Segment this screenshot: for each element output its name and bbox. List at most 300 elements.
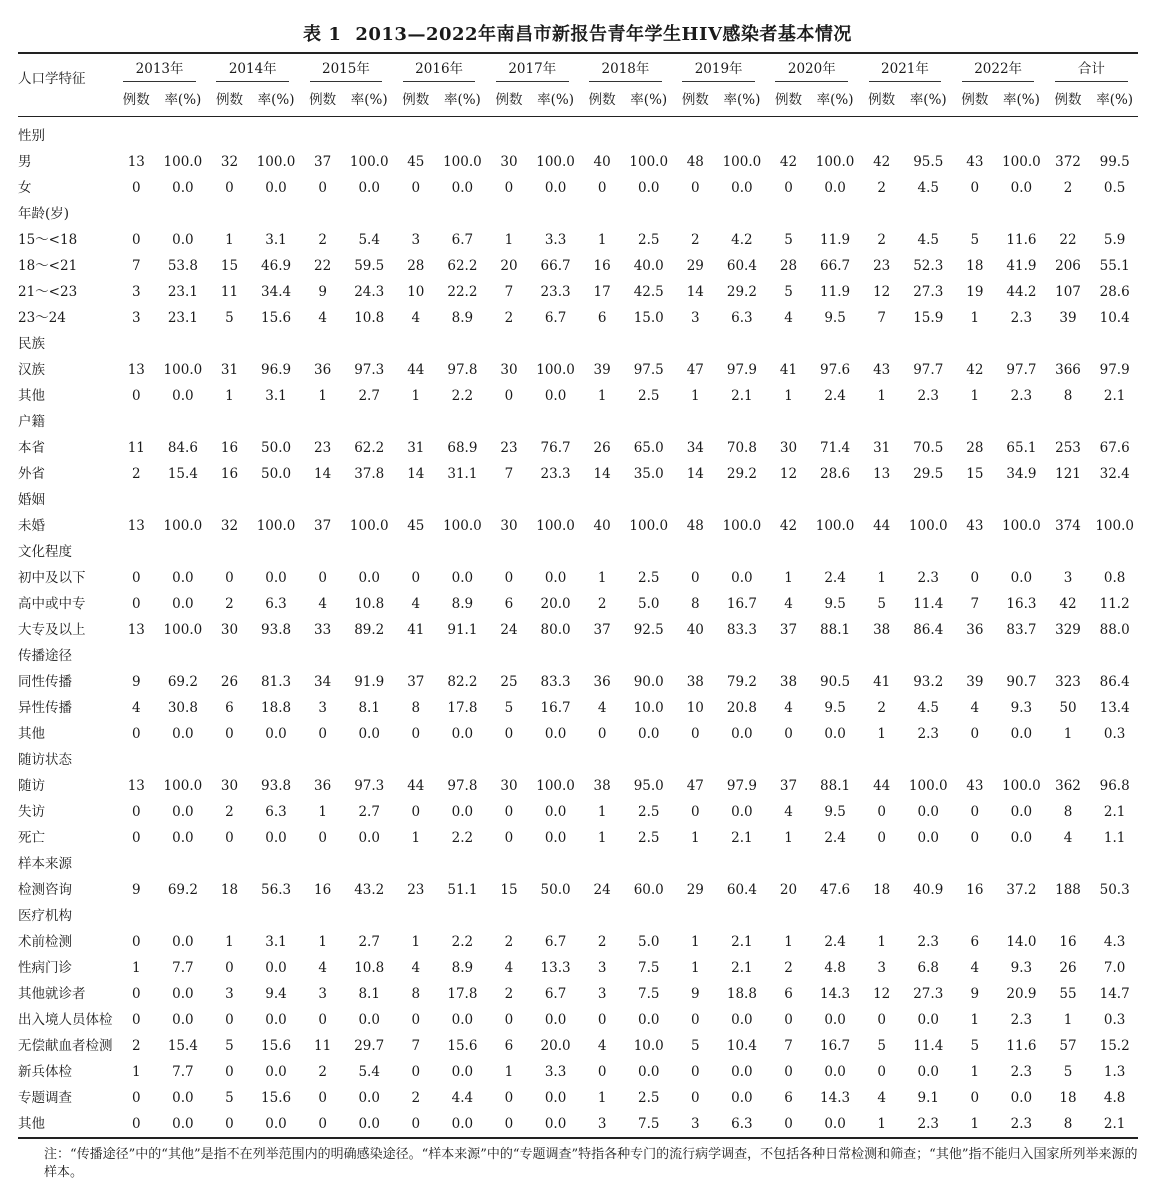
cell-rate: 0.0 xyxy=(172,180,194,196)
cell-rate xyxy=(905,643,952,669)
cell-count: 16 xyxy=(966,882,984,898)
cell-count: 0 xyxy=(131,804,141,820)
cell-rate: 86.4 xyxy=(1099,674,1130,690)
cell-count: 34 xyxy=(314,674,332,690)
row-label: 同性传播 xyxy=(18,674,72,690)
table-group-row xyxy=(18,851,1138,877)
cell-count: 37 xyxy=(779,622,798,638)
cell-count: 42 xyxy=(779,154,798,170)
cell-rate xyxy=(719,643,766,669)
cell-count: 1 xyxy=(877,934,886,950)
cell-count: 2 xyxy=(597,596,607,612)
cell-rate xyxy=(1091,409,1138,435)
cell-rate: 97.3 xyxy=(354,778,385,794)
cell-rate: 0.0 xyxy=(637,726,660,742)
cell-count xyxy=(486,331,533,357)
cell-rate: 0.0 xyxy=(451,1064,474,1080)
cell-rate: 90.5 xyxy=(820,674,851,690)
cell-rate: 9.5 xyxy=(824,596,846,612)
cell-count: 39 xyxy=(593,362,611,378)
cell-rate: 0.0 xyxy=(532,1111,579,1138)
cell-count: 28 xyxy=(407,258,425,274)
cell-rate: 0.3 xyxy=(1103,1012,1126,1028)
cell-count: 1 xyxy=(504,1064,514,1080)
cell-rate: 82.2 xyxy=(447,674,478,690)
cell-count: 4 xyxy=(597,700,607,716)
cell-count xyxy=(579,539,626,565)
cell-count xyxy=(299,487,346,513)
cell-rate: 0.0 xyxy=(1010,180,1033,196)
cell-count: 13 xyxy=(127,778,145,794)
cell-count: 0 xyxy=(970,726,980,742)
row-label: 21～<23 xyxy=(18,284,78,300)
cell-rate: 52.3 xyxy=(913,258,944,274)
cell-rate xyxy=(625,117,672,150)
cell-rate xyxy=(1091,331,1138,357)
cell-rate: 7.5 xyxy=(637,960,660,976)
cell-count: 4 xyxy=(318,960,327,976)
cell-count: 38 xyxy=(873,622,891,638)
cell-rate: 0.0 xyxy=(544,570,567,586)
cell-rate xyxy=(998,117,1045,150)
cell-count: 30 xyxy=(500,778,518,794)
cell-count: 5 xyxy=(691,1038,700,1054)
cell-count xyxy=(393,331,440,357)
cell-rate xyxy=(812,539,859,565)
cell-count: 36 xyxy=(966,622,984,638)
table-row xyxy=(18,513,1138,539)
table-group-row xyxy=(18,331,1138,357)
cell-count: 0 xyxy=(970,180,980,196)
cell-rate xyxy=(812,409,859,435)
header-rate: 率(%) xyxy=(537,92,574,108)
cell-count xyxy=(672,851,719,877)
cell-rate: 0.0 xyxy=(358,180,380,196)
cell-count: 6 xyxy=(970,934,980,950)
cell-rate xyxy=(253,643,300,669)
cell-count: 17 xyxy=(593,284,611,300)
cell-count xyxy=(858,643,905,669)
cell-count: 0 xyxy=(225,830,234,846)
cell-rate xyxy=(998,201,1045,227)
cell-rate: 0.0 xyxy=(172,388,194,404)
cell-rate: 2.5 xyxy=(637,804,660,820)
header-count: 例数 xyxy=(495,92,523,108)
header-year-label: 2015年 xyxy=(310,57,383,82)
cell-count xyxy=(952,539,999,565)
cell-count: 4 xyxy=(411,310,421,326)
cell-rate: 97.7 xyxy=(913,362,944,378)
cell-rate: 6.7 xyxy=(544,310,567,326)
cell-count: 0 xyxy=(877,1012,886,1028)
cell-rate xyxy=(439,409,486,435)
cell-count: 7 xyxy=(504,284,514,300)
cell-count: 14 xyxy=(314,466,332,482)
cell-rate: 2.3 xyxy=(1010,1012,1033,1028)
cell-rate xyxy=(532,539,579,565)
table-row xyxy=(18,825,1138,851)
cell-rate: 9.5 xyxy=(824,700,846,716)
cell-count: 23 xyxy=(873,258,891,274)
cell-rate: 0.0 xyxy=(358,830,380,846)
cell-rate xyxy=(998,903,1045,929)
cell-rate xyxy=(160,409,207,435)
cell-rate: 9.5 xyxy=(824,310,846,326)
row-label: 随访状态 xyxy=(18,752,72,768)
header-count: 例数 xyxy=(1054,92,1082,108)
table-row xyxy=(18,357,1138,383)
cell-count xyxy=(858,117,905,150)
cell-rate: 0.0 xyxy=(544,1090,567,1106)
header-year-row xyxy=(18,53,1138,85)
cell-count xyxy=(299,851,346,877)
cell-count: 2 xyxy=(318,1064,327,1080)
cell-rate xyxy=(253,117,300,150)
cell-count: 30 xyxy=(220,778,239,794)
cell-rate xyxy=(1091,201,1138,227)
cell-count xyxy=(113,331,160,357)
cell-count xyxy=(486,117,533,150)
row-label: 死亡 xyxy=(18,830,45,846)
cell-rate: 5.0 xyxy=(637,934,660,950)
cell-count: 0 xyxy=(411,180,421,196)
cell-rate: 8.1 xyxy=(358,700,380,716)
cell-rate: 0.0 xyxy=(637,1012,660,1028)
cell-count xyxy=(393,117,440,150)
cell-rate: 67.6 xyxy=(1099,440,1130,456)
table-row xyxy=(18,929,1138,955)
cell-rate xyxy=(625,331,672,357)
table-row xyxy=(18,175,1138,201)
cell-count: 0 xyxy=(393,1111,440,1138)
cell-count: 18 xyxy=(966,258,984,274)
cell-rate: 97.9 xyxy=(726,778,757,794)
cell-count: 0 xyxy=(784,1012,793,1028)
cell-count: 5 xyxy=(504,700,514,716)
cell-rate: 3.1 xyxy=(265,934,287,950)
cell-rate: 93.2 xyxy=(913,674,944,690)
cell-count: 4 xyxy=(131,700,141,716)
header-rate: 率(%) xyxy=(257,92,295,108)
cell-rate xyxy=(719,851,766,877)
cell-rate: 100.0 xyxy=(629,154,669,170)
header-year xyxy=(672,53,765,85)
cell-rate: 44.2 xyxy=(1006,284,1037,300)
cell-count: 45 xyxy=(407,518,425,534)
cell-count xyxy=(113,851,160,877)
cell-rate xyxy=(719,331,766,357)
cell-count: 37 xyxy=(314,518,332,534)
cell-count: 2 xyxy=(318,232,327,248)
cell-count: 0 xyxy=(131,830,141,846)
cell-count: 7 xyxy=(877,310,886,326)
cell-rate: 0.0 xyxy=(265,726,287,742)
cell-count: 3 xyxy=(318,986,327,1002)
cell-count xyxy=(579,409,626,435)
cell-rate xyxy=(998,331,1045,357)
cell-rate xyxy=(625,747,672,773)
cell-count: 2 xyxy=(691,232,700,248)
cell-count xyxy=(206,331,253,357)
header-count: 例数 xyxy=(588,92,616,108)
table-caption xyxy=(0,20,1155,46)
table-header xyxy=(18,53,1138,117)
cell-count: 1 xyxy=(1063,726,1073,742)
cell-rate: 2.2 xyxy=(451,388,474,404)
cell-count: 16 xyxy=(593,258,611,274)
cell-rate: 100.0 xyxy=(256,518,296,534)
cell-rate xyxy=(905,409,952,435)
cell-rate: 28.6 xyxy=(820,466,851,482)
cell-rate: 2.3 xyxy=(998,1111,1045,1138)
cell-rate: 1.3 xyxy=(1103,1064,1126,1080)
table-group-row xyxy=(18,409,1138,435)
cell-rate: 0.5 xyxy=(1103,180,1126,196)
cell-count xyxy=(672,117,719,150)
cell-count: 1 xyxy=(877,570,886,586)
cell-count: 1 xyxy=(691,388,700,404)
cell-rate: 15.2 xyxy=(1099,1038,1130,1054)
cell-count: 41 xyxy=(779,362,798,378)
cell-rate: 7.5 xyxy=(637,986,660,1002)
cell-rate: 2.1 xyxy=(731,934,753,950)
table-number: 表 1 xyxy=(303,24,342,45)
cell-rate: 11.9 xyxy=(820,284,851,300)
cell-rate: 0.0 xyxy=(172,570,194,586)
cell-rate xyxy=(439,539,486,565)
cell-rate: 4.2 xyxy=(731,232,753,248)
cell-rate: 96.9 xyxy=(261,362,292,378)
cell-rate: 100.0 xyxy=(536,778,575,794)
cell-count: 1 xyxy=(597,232,607,248)
cell-rate xyxy=(812,117,859,150)
cell-count: 0 xyxy=(597,1064,607,1080)
cell-rate: 16.7 xyxy=(820,1038,851,1054)
cell-count: 1 xyxy=(691,960,700,976)
row-label: 其他 xyxy=(18,726,45,742)
cell-rate: 100.0 xyxy=(815,154,855,170)
cell-count: 0 xyxy=(691,1090,700,1106)
row-label: 新兵体检 xyxy=(18,1064,72,1080)
cell-rate: 13.4 xyxy=(1099,700,1130,716)
cell-count: 13 xyxy=(127,622,145,638)
cell-count: 3 xyxy=(225,986,234,1002)
cell-count: 11 xyxy=(220,284,239,300)
cell-count xyxy=(1045,201,1092,227)
cell-rate: 29.2 xyxy=(726,284,757,300)
cell-count: 8 xyxy=(1063,804,1073,820)
cell-rate: 60.4 xyxy=(726,258,757,274)
cell-count xyxy=(393,409,440,435)
cell-rate xyxy=(346,201,393,227)
cell-count xyxy=(1045,747,1092,773)
row-label: 其他 xyxy=(18,1111,113,1138)
cell-rate: 16.3 xyxy=(1006,596,1037,612)
cell-count: 6 xyxy=(504,596,514,612)
header-year xyxy=(858,53,951,85)
cell-rate: 4.8 xyxy=(824,960,846,976)
cell-rate: 68.9 xyxy=(447,440,478,456)
cell-rate: 91.1 xyxy=(447,622,478,638)
cell-count: 41 xyxy=(873,674,891,690)
cell-rate: 0.0 xyxy=(265,180,287,196)
cell-rate: 81.3 xyxy=(261,674,292,690)
cell-rate xyxy=(532,117,579,150)
cell-rate: 22.2 xyxy=(447,284,478,300)
cell-rate: 32.4 xyxy=(1099,466,1130,482)
cell-count: 0 xyxy=(411,570,421,586)
cell-count: 57 xyxy=(1059,1038,1077,1054)
cell-rate: 97.7 xyxy=(1006,362,1037,378)
cell-rate xyxy=(998,487,1045,513)
cell-count xyxy=(486,747,533,773)
table-row xyxy=(18,591,1138,617)
cell-rate: 79.2 xyxy=(726,674,757,690)
cell-count: 1 xyxy=(877,726,886,742)
cell-count xyxy=(579,747,626,773)
cell-rate: 0.0 xyxy=(451,180,474,196)
cell-count: 18 xyxy=(220,882,239,898)
row-label: 无偿献血者检测 xyxy=(18,1038,113,1054)
cell-rate: 18.8 xyxy=(261,700,292,716)
cell-rate xyxy=(346,747,393,773)
cell-count: 13 xyxy=(127,362,145,378)
cell-count xyxy=(1045,487,1092,513)
cell-count: 0 xyxy=(691,804,700,820)
cell-rate xyxy=(253,539,300,565)
table-row xyxy=(18,955,1138,981)
cell-count xyxy=(765,201,812,227)
cell-rate: 11.6 xyxy=(1006,1038,1037,1054)
cell-rate: 6.3 xyxy=(265,596,287,612)
row-label: 高中或中专 xyxy=(18,596,86,612)
cell-rate: 2.5 xyxy=(637,830,660,846)
cell-rate: 69.2 xyxy=(167,674,198,690)
cell-count: 1 xyxy=(970,1012,980,1028)
cell-rate: 40.0 xyxy=(633,258,664,274)
cell-count xyxy=(579,643,626,669)
cell-count xyxy=(206,409,253,435)
cell-count: 40 xyxy=(593,518,611,534)
cell-rate: 23.1 xyxy=(167,310,198,326)
cell-rate: 0.0 xyxy=(544,726,567,742)
cell-count: 0 xyxy=(131,1090,141,1106)
cell-rate: 0.0 xyxy=(544,830,567,846)
cell-count: 0 xyxy=(784,726,793,742)
cell-rate xyxy=(719,201,766,227)
cell-count: 5 xyxy=(784,284,793,300)
header-rate: 率(%) xyxy=(164,92,202,108)
cell-rate: 14.0 xyxy=(1006,934,1037,950)
cell-rate: 8.9 xyxy=(451,596,474,612)
cell-count: 18 xyxy=(873,882,891,898)
cell-count: 1 xyxy=(504,232,514,248)
cell-rate: 6.3 xyxy=(265,804,287,820)
cell-rate: 2.4 xyxy=(824,934,846,950)
cell-rate: 2.2 xyxy=(451,830,474,846)
cell-count: 2 xyxy=(131,1038,141,1054)
header-year-label: 2021年 xyxy=(869,57,942,82)
cell-rate xyxy=(719,539,766,565)
cell-count: 1 xyxy=(597,1090,607,1106)
cell-rate: 0.0 xyxy=(253,1111,300,1138)
header-rate: 率(%) xyxy=(1096,92,1134,108)
cell-count: 2 xyxy=(597,934,607,950)
cell-count: 0 xyxy=(318,570,327,586)
cell-count: 1 xyxy=(411,934,421,950)
cell-rate: 6.7 xyxy=(451,232,474,248)
cell-count xyxy=(299,643,346,669)
cell-count: 32 xyxy=(220,154,239,170)
table-group-row xyxy=(18,643,1138,669)
cell-rate: 50.0 xyxy=(540,882,571,898)
cell-count: 1 xyxy=(952,1111,999,1138)
cell-count: 30 xyxy=(500,362,518,378)
cell-rate xyxy=(905,117,952,150)
cell-count: 0 xyxy=(691,1012,700,1028)
cell-rate: 30.8 xyxy=(167,700,198,716)
cell-count xyxy=(858,539,905,565)
cell-count: 41 xyxy=(407,622,425,638)
cell-count: 8 xyxy=(691,596,700,612)
cell-count: 5 xyxy=(1063,1064,1073,1080)
cell-count: 5 xyxy=(225,1090,234,1106)
row-label: 失访 xyxy=(18,804,45,820)
cell-rate: 83.7 xyxy=(1006,622,1037,638)
cell-count: 4 xyxy=(970,960,980,976)
header-year xyxy=(579,53,672,85)
cell-count: 0 xyxy=(784,1064,793,1080)
cell-count: 7 xyxy=(504,466,514,482)
table-title: 2013—2022年南昌市新报告青年学生HIV感染者基本情况 xyxy=(355,24,852,45)
cell-rate: 0.0 xyxy=(637,180,660,196)
cell-rate: 23.3 xyxy=(540,284,571,300)
cell-count xyxy=(299,331,346,357)
cell-rate: 90.0 xyxy=(633,674,664,690)
row-label: 婚姻 xyxy=(18,492,45,508)
cell-count: 0 xyxy=(318,180,327,196)
cell-rate: 9.1 xyxy=(917,1090,939,1106)
cell-rate xyxy=(532,331,579,357)
table-row xyxy=(18,435,1138,461)
cell-count xyxy=(206,643,253,669)
cell-rate xyxy=(1091,747,1138,773)
cell-count: 0 xyxy=(691,726,700,742)
cell-count: 3 xyxy=(672,1111,719,1138)
cell-rate: 3.3 xyxy=(544,1064,567,1080)
cell-count: 42 xyxy=(873,154,891,170)
cell-rate: 6.8 xyxy=(917,960,939,976)
cell-rate: 100.0 xyxy=(815,518,855,534)
cell-count xyxy=(765,747,812,773)
cell-rate xyxy=(160,903,207,929)
cell-count: 1 xyxy=(970,388,980,404)
cell-rate xyxy=(812,851,859,877)
row-label: 医疗机构 xyxy=(18,908,72,924)
table-row xyxy=(18,253,1138,279)
cell-rate: 100.0 xyxy=(163,778,203,794)
cell-count: 55 xyxy=(1059,986,1077,1002)
cell-count: 6 xyxy=(504,1038,514,1054)
cell-count: 1 xyxy=(691,830,700,846)
cell-rate: 97.9 xyxy=(726,362,757,378)
cell-count: 329 xyxy=(1055,622,1081,638)
cell-count: 5 xyxy=(784,232,793,248)
cell-rate: 16.7 xyxy=(540,700,571,716)
cell-count: 39 xyxy=(966,674,984,690)
table-row xyxy=(18,1033,1138,1059)
cell-count: 14 xyxy=(593,466,611,482)
